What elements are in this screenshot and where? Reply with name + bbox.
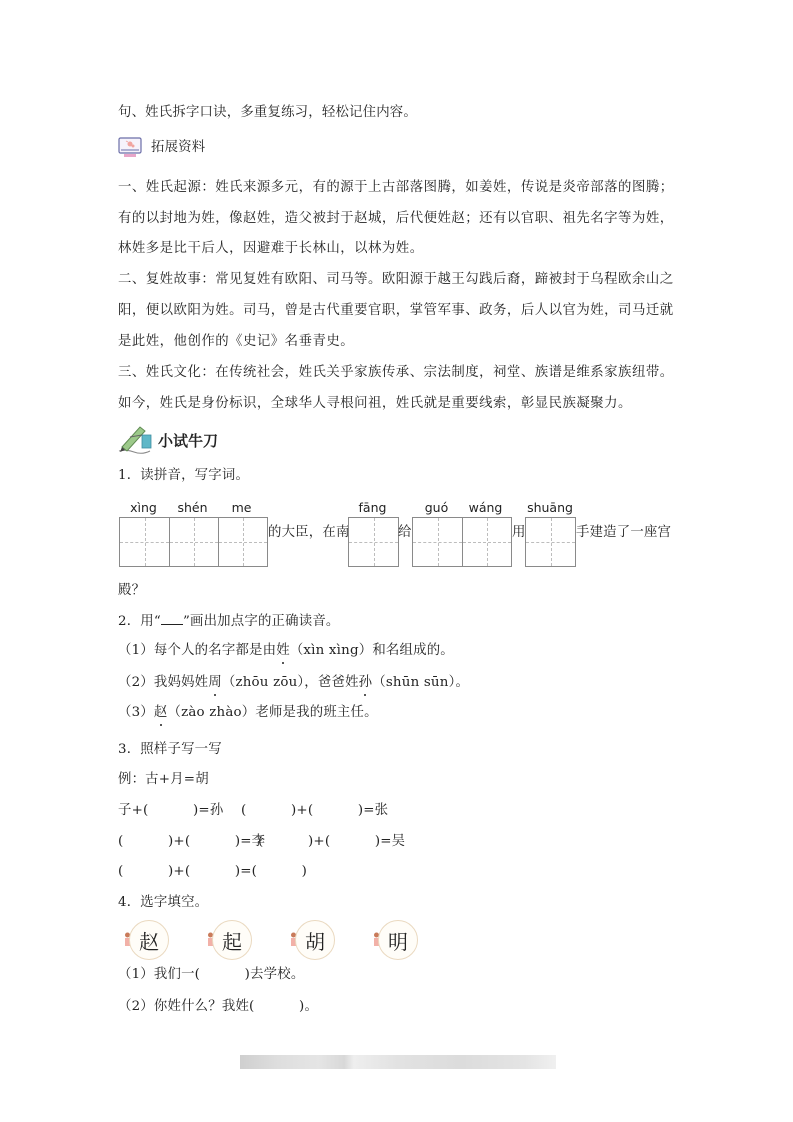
q2-options[interactable]: （zhōu zōu），爸爸姓 (221, 675, 359, 690)
practice-title: 小试牛刀 (158, 432, 219, 450)
paragraph-line: 有的以封地为姓，像赵姓，造父被封于赵城，后代便姓赵；还有以官职、祖先名字等为姓， (118, 211, 674, 226)
intro-line: 句、姓氏拆字口诀，多重复练习，轻松记住内容。 (118, 105, 417, 120)
q4-item[interactable]: （1）我们一( )去学校。 (118, 967, 305, 982)
q3-blank[interactable]: ( )+( )=李 (118, 834, 266, 849)
dotted-char: 姓 (276, 643, 290, 658)
computer-monitor-icon (118, 137, 142, 159)
pinyin: wáng (468, 500, 503, 515)
underline-sample (161, 614, 183, 625)
dotted-char: 周 (208, 675, 222, 690)
q4-item[interactable]: （2）你姓什么？我姓( )。 (118, 999, 319, 1014)
pinyin: shuāng (527, 500, 573, 515)
q2-item-3 (118, 704, 378, 722)
grid-cell[interactable] (462, 518, 511, 566)
q1-text: 用 (512, 525, 526, 540)
q2-text: （2）我妈妈姓 (118, 675, 209, 690)
grid-cell[interactable] (120, 518, 169, 566)
q3-example: 例：古+月=胡 (118, 772, 209, 787)
q2-text: （3） (118, 705, 154, 720)
paragraph-line: 二、复姓故事：常见复姓有欧阳、司马等。欧阳源于越王勾践后裔，蹄被封于乌程欧余山之 (118, 272, 674, 287)
paragraph-line: 是此姓，他创作的《史记》名垂青史。 (118, 334, 355, 349)
q2-item-2 (118, 674, 469, 692)
pinyin: me (231, 500, 252, 515)
q1-text: 殿？ (118, 583, 146, 598)
pinyin: xìng (130, 500, 157, 515)
q1-text: 给 (398, 525, 412, 540)
writing-grid-fang[interactable] (348, 517, 399, 567)
q2-title-post: ”画出加点字的正确读音。 (182, 614, 340, 629)
extension-title: 拓展资料 (151, 140, 206, 155)
question-2-title (118, 613, 340, 631)
paragraph-line: 林姓多是比干后人，因避难于长林山，以林为姓。 (118, 241, 424, 256)
dotted-char: 孙 (358, 675, 373, 690)
choice-char[interactable]: 赵 (129, 920, 169, 960)
q3-blank[interactable]: ( )+( )=( ) (118, 864, 308, 879)
paragraph-line: 三、姓氏文化：在传统社会，姓氏关乎家族传承、宗法制度，祠堂、族谱是维系家族纽带。 (118, 365, 674, 380)
writing-grid-guowang[interactable] (412, 517, 512, 567)
q3-blank[interactable]: ( )+( )=张 (241, 803, 389, 818)
paragraph-line: 如今，姓氏是身份标识，全球华人寻根问祖，姓氏就是重要线索，彰显民族凝聚力。 (118, 396, 632, 411)
grid-cell[interactable] (526, 518, 575, 566)
pinyin: guó (424, 500, 449, 515)
q2-options[interactable]: （zào zhào）老师是我的班主任。 (167, 705, 378, 720)
choice-char[interactable]: 明 (378, 920, 418, 960)
question-3-title: 3．照样子写一写 (118, 742, 222, 757)
question-4-title: 4．选字填空。 (118, 895, 209, 910)
grid-cell[interactable] (169, 518, 218, 566)
q1-text: 手建造了一座宫 (576, 525, 672, 540)
writing-grid-xingshenme[interactable] (119, 517, 268, 567)
footer-watermark-bar (240, 1055, 556, 1069)
q2-item-1 (118, 642, 454, 660)
q3-blank[interactable]: 子+( )=孙 (118, 803, 224, 818)
pinyin: fāng (358, 500, 387, 515)
grid-cell[interactable] (218, 518, 267, 566)
grid-cell[interactable] (413, 518, 462, 566)
choice-char[interactable]: 胡 (295, 920, 335, 960)
writing-grid-shuang[interactable] (525, 517, 576, 567)
q2-text: （1）每个人的名字都是由 (118, 643, 277, 658)
grid-cell[interactable] (349, 518, 398, 566)
dotted-char: 赵 (153, 705, 168, 720)
q2-options[interactable]: （xìn xìng）和名组成的。 (289, 643, 454, 658)
question-1-title: 1．读拼音，写字词。 (118, 468, 250, 483)
pinyin: shén (177, 500, 208, 515)
q2-title-pre: 2．用“ (118, 614, 161, 629)
q2-options[interactable]: （shūn sūn）。 (372, 675, 470, 690)
choice-char[interactable]: 起 (212, 920, 252, 960)
q3-blank[interactable]: ( )+( )=吴 (258, 834, 406, 849)
q1-text: 的大臣，在南 (268, 525, 350, 540)
paragraph-line: 一、姓氏起源：姓氏来源多元，有的源于上古部落图腾，如姜姓，传说是炎帝部落的图腾； (118, 180, 674, 195)
pen-writing-icon (116, 421, 154, 455)
paragraph-line: 阳，便以欧阳为姓。司马，曾是古代重要官职，掌管军事、政务，后人以官为姓，司马迁就 (118, 303, 674, 318)
